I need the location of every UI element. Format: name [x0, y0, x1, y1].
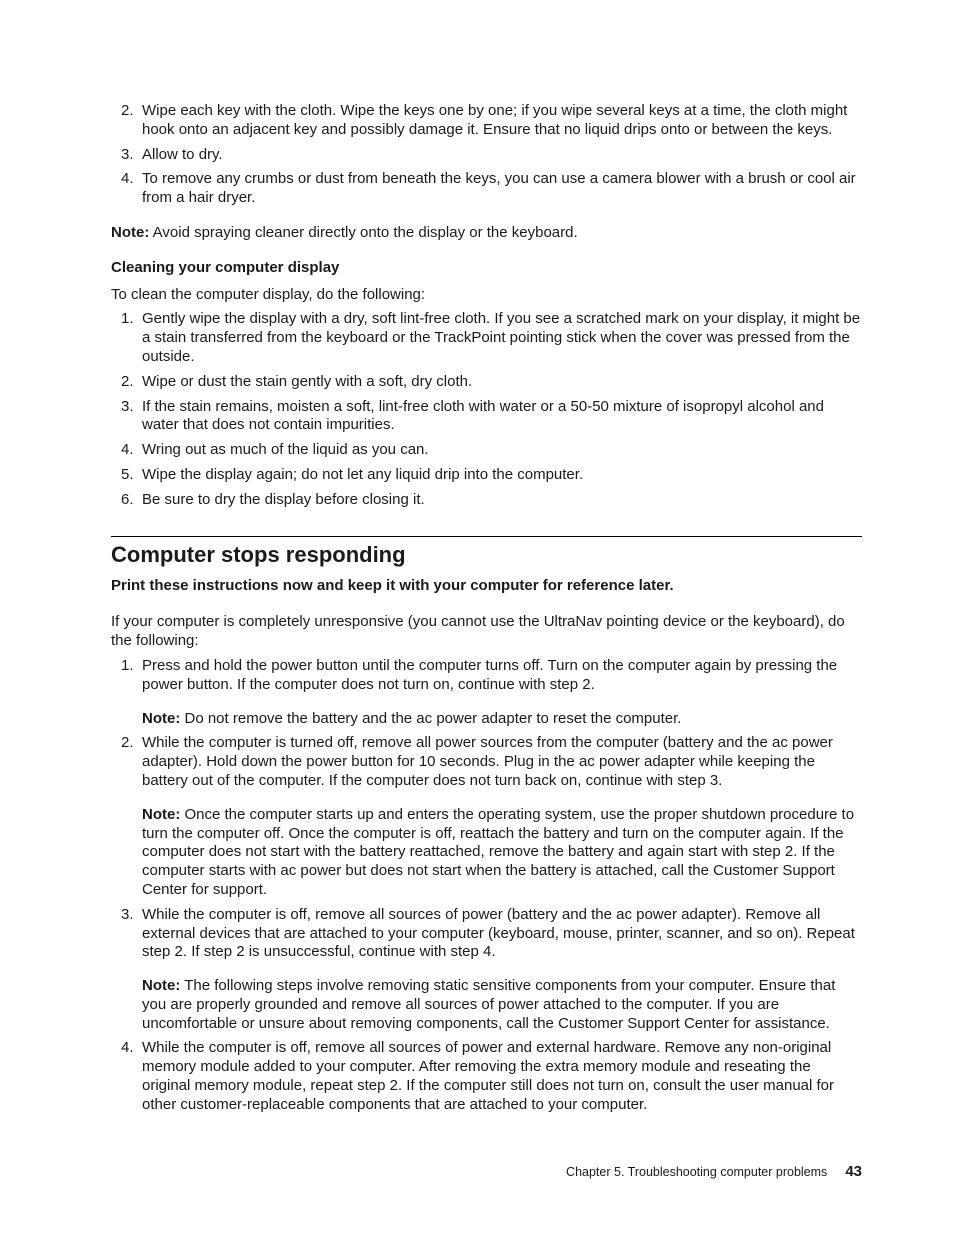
list-item: [111, 398, 862, 436]
page-number: 43: [845, 1163, 862, 1180]
step-number: 2.: [121, 102, 134, 119]
step-note: [142, 710, 862, 729]
step-text: Wipe or dust the stain gently with a soft, dry cloth.: [142, 372, 473, 390]
print-instruction: Print these instructions now and keep it with your computer for reference later.: [111, 576, 674, 594]
section-divider: [111, 536, 862, 537]
list-item: [111, 373, 862, 392]
display-section-intro: To clean the computer display, do the following:: [111, 285, 426, 303]
note-text: The following steps involve removing static sensitive components from your computer. Ensure that you are properly grounded and remove all sources of power attached to the computer. If you are uncomfortable or unsure about removing components, call the Customer Support Center for assistance.: [142, 977, 836, 1032]
display-steps-list: [111, 310, 862, 509]
step-number: 5.: [121, 465, 134, 483]
note-text: Do not remove the battery and the ac power adapter to reset the computer.: [184, 709, 682, 727]
list-item: [111, 906, 862, 1034]
keyboard-steps-list: [111, 102, 862, 208]
step-text: While the computer is off, remove all sources of power and external hardware. Remove any non-original memory module added to your computer. After removing the extra memory module and reseating the original memory module, repeat step 2. If the computer still does not turn on, consult the user manual for other customer-replaceable components that are attached to your computer.: [142, 1039, 835, 1113]
page-footer: [566, 1163, 862, 1182]
list-item: [111, 146, 862, 165]
step-number: 6.: [121, 490, 134, 508]
list-item: [111, 466, 862, 485]
step-number: 3.: [121, 905, 134, 923]
step-number: 3.: [121, 145, 134, 163]
list-item: [111, 734, 862, 899]
step-number: 3.: [121, 397, 134, 415]
responding-steps-list: [111, 657, 862, 1115]
step-number: 2.: [121, 734, 134, 752]
step-text: Wipe the display again; do not let any liquid drip into the computer.: [142, 465, 584, 483]
page-content: [111, 102, 862, 1121]
section-title: Computer stops responding: [111, 541, 406, 567]
step-number: 4.: [121, 170, 134, 188]
step-note: [142, 977, 862, 1033]
list-item: [111, 657, 862, 728]
step-text: Allow to dry.: [142, 145, 223, 163]
step-text: Wipe each key with the cloth. Wipe the keys one by one; if you wipe several keys at a time, the cloth might hook onto an adjacent key and possibly damage it. Ensure that no liquid drips onto or between the keys.: [142, 102, 848, 138]
step-number: 1.: [121, 656, 134, 674]
step-text: Be sure to dry the display before closing it.: [142, 490, 425, 508]
step-text: If the stain remains, moisten a soft, lint-free cloth with water or a 50-50 mixture of isopropyl alcohol and water that does not contain impurities.: [142, 397, 824, 434]
display-section-heading: Cleaning your computer display: [111, 258, 340, 276]
step-text: While the computer is turned off, remove all power sources from the computer (battery and the ac power adapter). Hold down the power button for 10 seconds. Plug in the ac power adapter while keeping the battery out of the computer. If the computer does not turn back on, continue with step 3.: [142, 734, 833, 789]
step-note: [142, 806, 862, 900]
keyboard-note: [111, 224, 862, 243]
note-label: Note:: [142, 709, 181, 727]
list-item: [111, 1039, 862, 1114]
list-item: [111, 170, 862, 208]
responding-intro: If your computer is completely unresponsive (you cannot use the UltraNav pointing device or the keyboard), do the following:: [111, 613, 845, 650]
list-item: [111, 491, 862, 510]
note-text: Once the computer starts up and enters the operating system, use the proper shutdown procedure to turn the computer off. Once the computer is off, reattach the battery and turn on the computer again. If the computer does not start with the battery reattached, remove the battery and again start with step 2. If the computer starts with ac power but does not start when the battery is attached, call the Customer Support Center for support.: [142, 805, 855, 898]
note-text: Avoid spraying cleaner directly onto the display or the keyboard.: [152, 223, 578, 241]
step-text: To remove any crumbs or dust from beneath the keys, you can use a camera blower with a brush or cool air from a hair dryer.: [142, 170, 856, 207]
step-text: While the computer is off, remove all sources of power (battery and the ac power adapter). Remove all external devices that are attached to your computer (keyboard, mouse, printer, scanner, and so on). Repeat step 2. If step 2 is unsuccessful, continue with step 4.: [142, 905, 855, 961]
list-item: [111, 310, 862, 366]
list-item: [111, 441, 862, 460]
step-number: 4.: [121, 1039, 134, 1057]
note-label: Note:: [142, 805, 181, 823]
note-label: Note:: [142, 977, 181, 995]
list-item: [111, 102, 862, 140]
step-text: Gently wipe the display with a dry, soft lint-free cloth. If you see a scratched mark on your display, it might be a stain transferred from the keyboard or the TrackPoint pointing stick when the cover was pressed from the outside.: [142, 310, 861, 365]
step-number: 2.: [121, 372, 134, 390]
step-text: Wring out as much of the liquid as you can.: [142, 441, 429, 459]
note-label: Note:: [111, 223, 150, 241]
step-number: 1.: [121, 310, 134, 328]
step-text: Press and hold the power button until the computer turns off. Turn on the computer again by pressing the power button. If the computer does not turn on, continue with step 2.: [142, 656, 838, 693]
step-number: 4.: [121, 441, 134, 459]
chapter-label: Chapter 5. Troubleshooting computer problems: [566, 1165, 828, 1179]
